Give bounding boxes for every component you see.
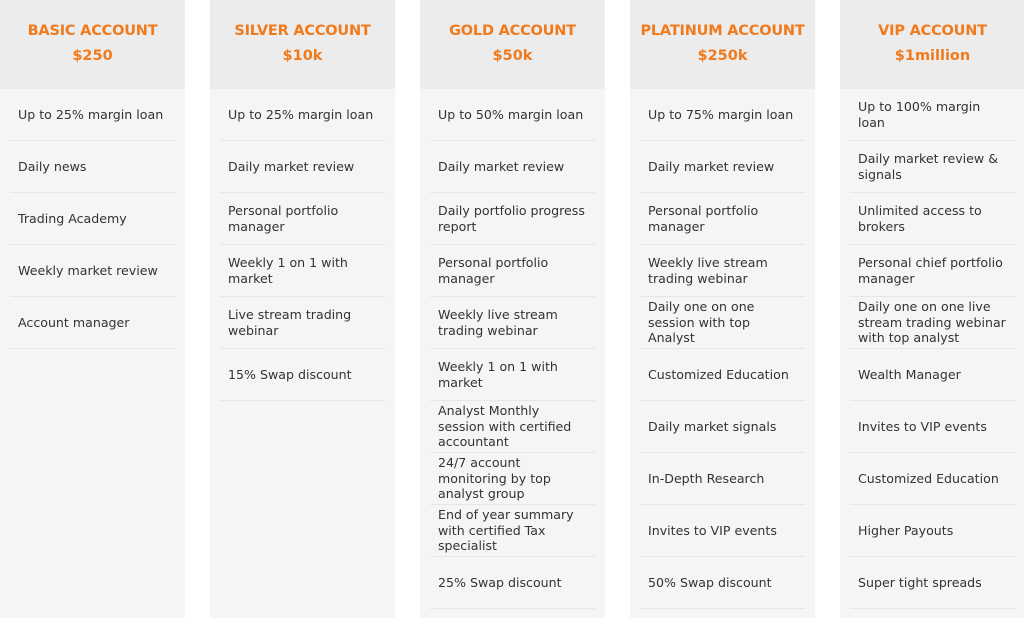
feature-item: Weekly live stream trading webinar bbox=[640, 245, 805, 297]
feature-item: 15% Swap discount bbox=[220, 349, 385, 401]
feature-item: Live stream trading webinar bbox=[220, 297, 385, 349]
plan-header bbox=[420, 0, 605, 89]
feature-item: Weekly live stream trading webinar bbox=[430, 297, 595, 349]
feature-item: Daily market signals bbox=[640, 401, 805, 453]
feature-list bbox=[0, 89, 185, 349]
plan-card-basic bbox=[0, 0, 185, 618]
plan-price: $1million bbox=[894, 48, 971, 64]
feature-item: Higher Payouts bbox=[850, 505, 1015, 557]
plan-price: $250 bbox=[72, 48, 113, 64]
plan-header bbox=[630, 0, 815, 89]
feature-item: Account manager bbox=[10, 297, 175, 349]
feature-list bbox=[420, 89, 605, 609]
feature-item: Invites to VIP events bbox=[850, 401, 1015, 453]
plan-price: $250k bbox=[697, 48, 748, 64]
plan-price: $10k bbox=[282, 48, 323, 64]
feature-item: Daily one on one live stream trading webinar with top analyst bbox=[850, 297, 1015, 349]
feature-list bbox=[630, 89, 815, 609]
feature-item: End of year summary with certified Tax specialist bbox=[430, 505, 595, 557]
feature-item: Super tight spreads bbox=[850, 557, 1015, 609]
plan-name: SILVER ACCOUNT bbox=[234, 23, 371, 39]
feature-item: Personal portfolio manager bbox=[430, 245, 595, 297]
feature-item: Invites to VIP events bbox=[640, 505, 805, 557]
plan-card-vip bbox=[840, 0, 1024, 618]
plan-card-gold bbox=[420, 0, 605, 618]
plan-header bbox=[840, 0, 1024, 89]
feature-item: Daily news bbox=[10, 141, 175, 193]
plan-name: VIP ACCOUNT bbox=[878, 23, 987, 39]
plan-name: GOLD ACCOUNT bbox=[449, 23, 576, 39]
feature-item: Personal portfolio manager bbox=[640, 193, 805, 245]
feature-item: Weekly 1 on 1 with market bbox=[220, 245, 385, 297]
feature-item: Analyst Monthly session with certified accountant bbox=[430, 401, 595, 453]
feature-item: Weekly 1 on 1 with market bbox=[430, 349, 595, 401]
feature-item: Unlimited access to brokers bbox=[850, 193, 1015, 245]
feature-item: Up to 25% margin loan bbox=[220, 89, 385, 141]
plan-card-platinum bbox=[630, 0, 815, 618]
feature-item: 50% Swap discount bbox=[640, 557, 805, 609]
feature-item: Customized Education bbox=[850, 453, 1015, 505]
feature-item: Daily market review & signals bbox=[850, 141, 1015, 193]
feature-item: Daily portfolio progress report bbox=[430, 193, 595, 245]
feature-item: Daily market review bbox=[640, 141, 805, 193]
feature-item: Personal portfolio manager bbox=[220, 193, 385, 245]
feature-item: 24/7 account monitoring by top analyst group bbox=[430, 453, 595, 505]
feature-list bbox=[210, 89, 395, 401]
feature-item: Daily one on one session with top Analyst bbox=[640, 297, 805, 349]
plan-header bbox=[210, 0, 395, 89]
feature-item: Daily market review bbox=[430, 141, 595, 193]
plan-header bbox=[0, 0, 185, 89]
feature-list bbox=[840, 89, 1024, 609]
plan-name: PLATINUM ACCOUNT bbox=[640, 23, 805, 39]
feature-item: Daily market review bbox=[220, 141, 385, 193]
plan-name: BASIC ACCOUNT bbox=[27, 23, 158, 39]
feature-item: Up to 75% margin loan bbox=[640, 89, 805, 141]
feature-item: Personal chief portfolio manager bbox=[850, 245, 1015, 297]
feature-item: Wealth Manager bbox=[850, 349, 1015, 401]
feature-item: Weekly market review bbox=[10, 245, 175, 297]
feature-item: 25% Swap discount bbox=[430, 557, 595, 609]
feature-item: Up to 50% margin loan bbox=[430, 89, 595, 141]
feature-item: Customized Education bbox=[640, 349, 805, 401]
feature-item: Up to 100% margin loan bbox=[850, 89, 1015, 141]
plan-card-silver bbox=[210, 0, 395, 618]
feature-item: Up to 25% margin loan bbox=[10, 89, 175, 141]
feature-item: Trading Academy bbox=[10, 193, 175, 245]
plan-price: $50k bbox=[492, 48, 533, 64]
feature-item: In-Depth Research bbox=[640, 453, 805, 505]
